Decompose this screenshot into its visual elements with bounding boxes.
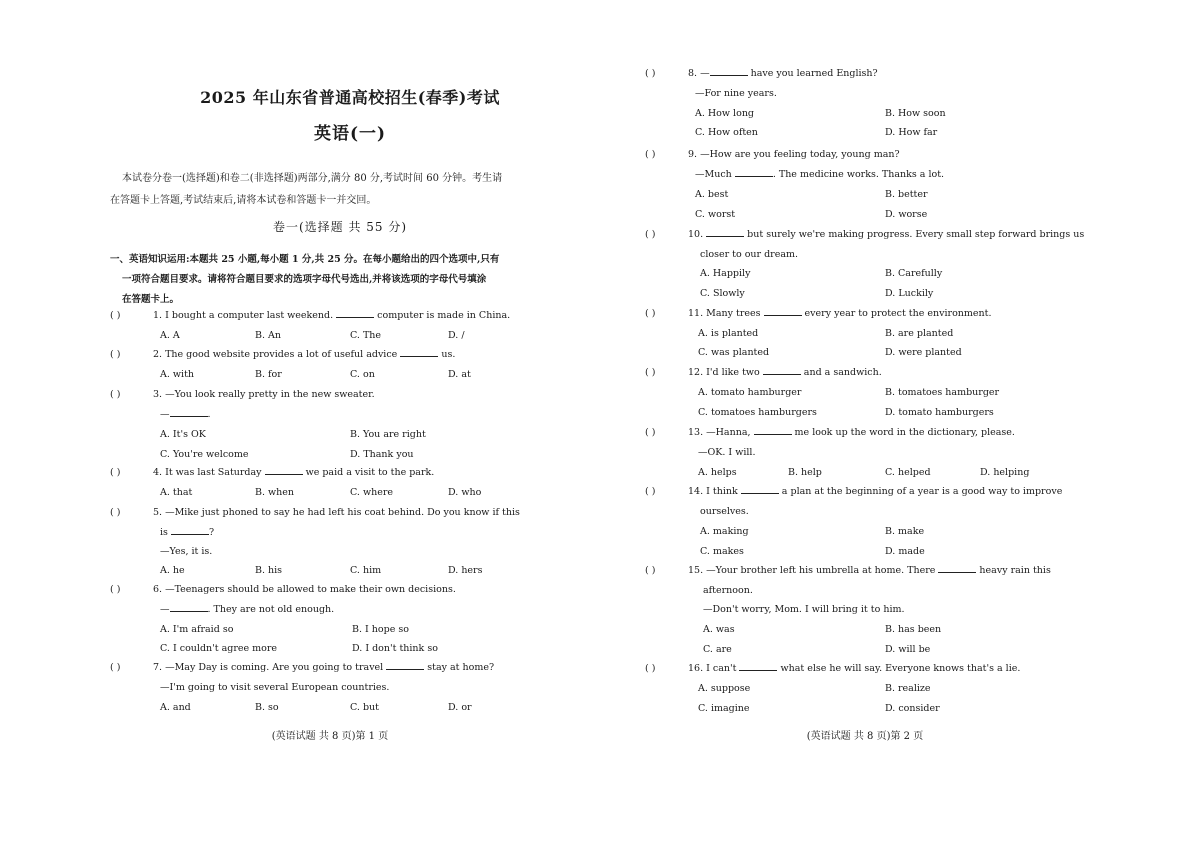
answer-paren[interactable]: ( ) xyxy=(645,149,656,160)
answer-paren[interactable]: ( ) xyxy=(110,310,121,321)
option-b[interactable]: B. tomatoes hamburger xyxy=(885,387,1000,398)
option-a[interactable]: A. Happily xyxy=(700,268,751,279)
option-a[interactable]: A. best xyxy=(695,189,729,200)
question-3 xyxy=(110,385,550,465)
stem-part: 16. I can't xyxy=(688,663,740,674)
option-a[interactable]: A. was xyxy=(703,624,735,635)
question-line-2: ourselves. xyxy=(700,506,749,517)
answer-paren[interactable]: ( ) xyxy=(110,507,121,518)
stem-part: heavy rain this xyxy=(976,565,1051,576)
question-4 xyxy=(110,463,550,503)
option-a[interactable]: A. helps xyxy=(698,467,737,478)
exam-title: 2025 年山东省普通高校招生(春季)考试 xyxy=(200,88,500,107)
question-line-3: —Yes, it is. xyxy=(160,546,213,557)
answer-blank xyxy=(170,406,208,417)
option-b[interactable]: B. You are right xyxy=(350,429,426,440)
question-line-3: —Don't worry, Mom. I will bring it to him. xyxy=(703,604,905,615)
option-a[interactable]: A. and xyxy=(160,702,191,713)
question-11 xyxy=(645,304,1085,364)
option-c[interactable]: C. makes xyxy=(700,546,744,557)
option-d[interactable]: D. I don't think so xyxy=(352,643,438,654)
stem-part: computer is made in China. xyxy=(374,310,511,321)
stem-part: 10. xyxy=(688,229,707,240)
stem-part: what else he will say. Everyone knows that's a lie. xyxy=(777,663,1021,674)
option-c[interactable]: C. but xyxy=(350,702,379,713)
question-6 xyxy=(110,580,550,660)
option-c[interactable]: C. are xyxy=(703,644,732,655)
section-header: 卷一(选择题 共 55 分) xyxy=(272,220,408,234)
option-c[interactable]: C. The xyxy=(350,330,382,341)
answer-paren[interactable]: ( ) xyxy=(645,565,656,576)
page-2 xyxy=(645,0,1085,849)
answer-paren[interactable]: ( ) xyxy=(110,584,121,595)
answer-paren[interactable]: ( ) xyxy=(110,349,121,360)
option-d[interactable]: D. tomato hamburgers xyxy=(885,407,994,418)
option-c[interactable]: C. I couldn't agree more xyxy=(160,643,278,654)
question-line-2: closer to our dream. xyxy=(700,249,799,260)
option-b[interactable]: B. has been xyxy=(885,624,942,635)
answer-blank xyxy=(336,307,374,318)
option-b[interactable]: B. realize xyxy=(885,683,931,694)
question-line-2 xyxy=(695,165,944,185)
option-a[interactable]: A. How long xyxy=(695,108,755,119)
question-line-2 xyxy=(160,523,214,543)
question-15 xyxy=(645,561,1085,661)
question-7 xyxy=(110,658,550,718)
option-a[interactable]: A. is planted xyxy=(698,328,759,339)
option-d[interactable]: D. made xyxy=(885,546,925,557)
answer-blank xyxy=(735,166,773,177)
stem-part: 15. —Your brother left his umbrella at home. There xyxy=(688,565,939,576)
option-a[interactable]: A. I'm afraid so xyxy=(160,624,234,635)
question-stem: 5. —Mike just phoned to say he had left his coat behind. Do you know if this xyxy=(153,507,520,518)
answer-paren[interactable]: ( ) xyxy=(645,427,656,438)
answer-blank xyxy=(763,364,801,375)
answer-blank xyxy=(400,346,438,357)
answer-blank xyxy=(386,659,424,670)
answer-blank xyxy=(710,65,748,76)
question-line-2 xyxy=(160,600,334,620)
answer-blank xyxy=(764,305,802,316)
question-10 xyxy=(645,225,1085,305)
answer-blank xyxy=(706,226,744,237)
stem-part: — xyxy=(160,604,170,615)
question-line-2: —For nine years. xyxy=(695,88,777,99)
question-14 xyxy=(645,482,1085,562)
stem-part: we paid a visit to the park. xyxy=(302,467,435,478)
stem-part: every year to protect the environment. xyxy=(801,308,992,319)
question-stem xyxy=(688,225,1088,245)
answer-blank xyxy=(171,524,209,535)
option-c[interactable]: C. tomatoes hamburgers xyxy=(698,407,817,418)
option-c[interactable]: C. Slowly xyxy=(700,288,745,299)
question-5 xyxy=(110,503,550,583)
answer-blank xyxy=(170,601,208,612)
option-a[interactable]: A. he xyxy=(160,565,185,576)
option-d[interactable]: D. hers xyxy=(448,565,483,576)
page-1 xyxy=(110,0,550,849)
question-8 xyxy=(645,64,1085,144)
option-c[interactable]: C. How often xyxy=(695,127,758,138)
page-footer: (英语试题 共 8 页)第 2 页 xyxy=(806,731,924,742)
stem-part: 13. —Hanna, xyxy=(688,427,754,438)
option-d[interactable]: D. Thank you xyxy=(350,449,414,460)
stem-part: . xyxy=(207,409,211,420)
question-stem xyxy=(688,561,1088,581)
page-footer: (英语试题 共 8 页)第 1 页 xyxy=(271,731,389,742)
option-b[interactable]: B. How soon xyxy=(885,108,946,119)
option-a[interactable]: A. making xyxy=(700,526,749,537)
answer-blank xyxy=(741,483,779,494)
option-c[interactable]: C. helped xyxy=(885,467,931,478)
option-d[interactable]: D. worse xyxy=(885,209,928,220)
option-b[interactable]: B. his xyxy=(255,565,283,576)
stem-part: 7. —May Day is coming. Are you going to travel xyxy=(153,662,387,673)
question-line-2 xyxy=(160,405,211,425)
option-d[interactable]: D. helping xyxy=(980,467,1030,478)
question-13 xyxy=(645,423,1085,483)
option-b[interactable]: B. Carefully xyxy=(885,268,943,279)
stem-part: 1. I bought a computer last weekend. xyxy=(153,310,337,321)
option-c[interactable]: C. was planted xyxy=(698,347,770,358)
option-b[interactable]: B. so xyxy=(255,702,279,713)
answer-paren[interactable]: ( ) xyxy=(110,467,121,478)
option-a[interactable]: A. with xyxy=(160,369,195,380)
option-d[interactable]: D. who xyxy=(448,487,482,498)
option-b[interactable]: B. help xyxy=(788,467,822,478)
stem-part: have you learned English? xyxy=(747,68,878,79)
stem-part: —Much xyxy=(695,169,735,180)
stem-part: — xyxy=(160,409,170,420)
option-b[interactable]: B. when xyxy=(255,487,295,498)
question-stem: 9. —How are you feeling today, young man? xyxy=(688,149,900,160)
option-d[interactable]: D. / xyxy=(448,330,465,341)
question-stem xyxy=(688,482,1088,502)
option-d[interactable]: D. were planted xyxy=(885,347,962,358)
question-line-2: afternoon. xyxy=(703,585,753,596)
instructions xyxy=(110,168,550,212)
option-c[interactable]: C. on xyxy=(350,369,375,380)
question-stem xyxy=(688,64,1088,84)
answer-blank xyxy=(739,660,777,671)
stem-part: . They are not old enough. xyxy=(207,604,335,615)
stem-part: is xyxy=(160,527,171,538)
stem-part: a plan at the beginning of a year is a good way to improve xyxy=(778,486,1063,497)
option-d[interactable]: D. will be xyxy=(885,644,931,655)
option-a[interactable]: A. suppose xyxy=(698,683,751,694)
option-b[interactable]: B. better xyxy=(885,189,928,200)
stem-part: 14. I think xyxy=(688,486,741,497)
option-d[interactable]: D. How far xyxy=(885,127,938,138)
question-stem xyxy=(153,345,553,365)
stem-part: 8. — xyxy=(688,68,710,79)
option-c[interactable]: C. worst xyxy=(695,209,736,220)
question-stem xyxy=(688,659,1088,679)
stem-part: 11. Many trees xyxy=(688,308,764,319)
question-stem xyxy=(153,306,553,326)
question-stem xyxy=(688,363,1088,383)
stem-part: 2. The good website provides a lot of useful advice xyxy=(153,349,401,360)
answer-paren[interactable]: ( ) xyxy=(645,229,656,240)
option-a[interactable]: A. A xyxy=(160,330,180,341)
answer-paren[interactable]: ( ) xyxy=(645,68,656,79)
question-stem xyxy=(688,304,1088,324)
question-stem xyxy=(153,658,553,678)
answer-paren[interactable]: ( ) xyxy=(645,367,656,378)
question-stem xyxy=(153,463,553,483)
part-intro xyxy=(110,250,550,310)
part-intro-line-2: 一项符合题目要求。请将符合题目要求的选项字母代号选出,并将该选项的字母代号填涂 xyxy=(122,274,487,285)
instructions-line-1: 本试卷分卷一(选择题)和卷二(非选择题)两部分,满分 80 分,考试时间 60 分钟。考生请 xyxy=(122,173,503,184)
stem-part: 4. It was last Saturday xyxy=(153,467,265,478)
option-a[interactable]: A. that xyxy=(160,487,193,498)
option-a[interactable]: A. It's OK xyxy=(160,429,206,440)
question-1 xyxy=(110,306,550,346)
answer-paren[interactable]: ( ) xyxy=(110,389,121,400)
exam-subtitle: 英语(一) xyxy=(313,124,387,144)
answer-paren[interactable]: ( ) xyxy=(645,486,656,497)
option-c[interactable]: C. You're welcome xyxy=(160,449,249,460)
option-d[interactable]: D. or xyxy=(448,702,472,713)
part-intro-line-3: 在答题卡上。 xyxy=(122,294,180,305)
stem-part: and a sandwich. xyxy=(800,367,882,378)
option-c[interactable]: C. imagine xyxy=(698,703,750,714)
answer-paren[interactable]: ( ) xyxy=(645,308,656,319)
answer-blank xyxy=(265,464,303,475)
part-intro-line-1: 一、英语知识运用:本题共 25 小题,每小题 1 分,共 25 分。在每小题给出的四个选项中,只有 xyxy=(110,254,500,265)
stem-part: . The medicine works. Thanks a lot. xyxy=(772,169,945,180)
answer-paren[interactable]: ( ) xyxy=(110,662,121,673)
option-d[interactable]: D. consider xyxy=(885,703,940,714)
question-16 xyxy=(645,659,1085,719)
answer-blank xyxy=(754,424,792,435)
question-9 xyxy=(645,145,1085,225)
instructions-line-2: 在答题卡上答题,考试结束后,请将本试卷和答题卡一并交回。 xyxy=(110,195,377,206)
question-line-2: —OK. I will. xyxy=(698,447,756,458)
option-b[interactable]: B. make xyxy=(885,526,925,537)
stem-part: stay at home? xyxy=(424,662,495,673)
question-stem xyxy=(688,423,1088,443)
option-c[interactable]: C. him xyxy=(350,565,382,576)
question-stem: 3. —You look really pretty in the new sweater. xyxy=(153,389,375,400)
question-12 xyxy=(645,363,1085,423)
option-d[interactable]: D. at xyxy=(448,369,471,380)
option-d[interactable]: D. Luckily xyxy=(885,288,934,299)
option-b[interactable]: B. are planted xyxy=(885,328,954,339)
option-b[interactable]: B. I hope so xyxy=(352,624,409,635)
question-stem: 6. —Teenagers should be allowed to make their own decisions. xyxy=(153,584,456,595)
stem-part: 12. I'd like two xyxy=(688,367,763,378)
option-b[interactable]: B. An xyxy=(255,330,281,341)
question-line-2: —I'm going to visit several European countries. xyxy=(160,682,390,693)
stem-part: us. xyxy=(438,349,456,360)
stem-part: ? xyxy=(208,527,215,538)
answer-paren[interactable]: ( ) xyxy=(645,663,656,674)
stem-part: but surely we're making progress. Every small step forward brings us xyxy=(744,229,1085,240)
stem-part: me look up the word in the dictionary, please. xyxy=(791,427,1015,438)
option-a[interactable]: A. tomato hamburger xyxy=(698,387,802,398)
answer-blank xyxy=(938,562,976,573)
question-2 xyxy=(110,345,550,385)
option-b[interactable]: B. for xyxy=(255,369,282,380)
option-c[interactable]: C. where xyxy=(350,487,394,498)
